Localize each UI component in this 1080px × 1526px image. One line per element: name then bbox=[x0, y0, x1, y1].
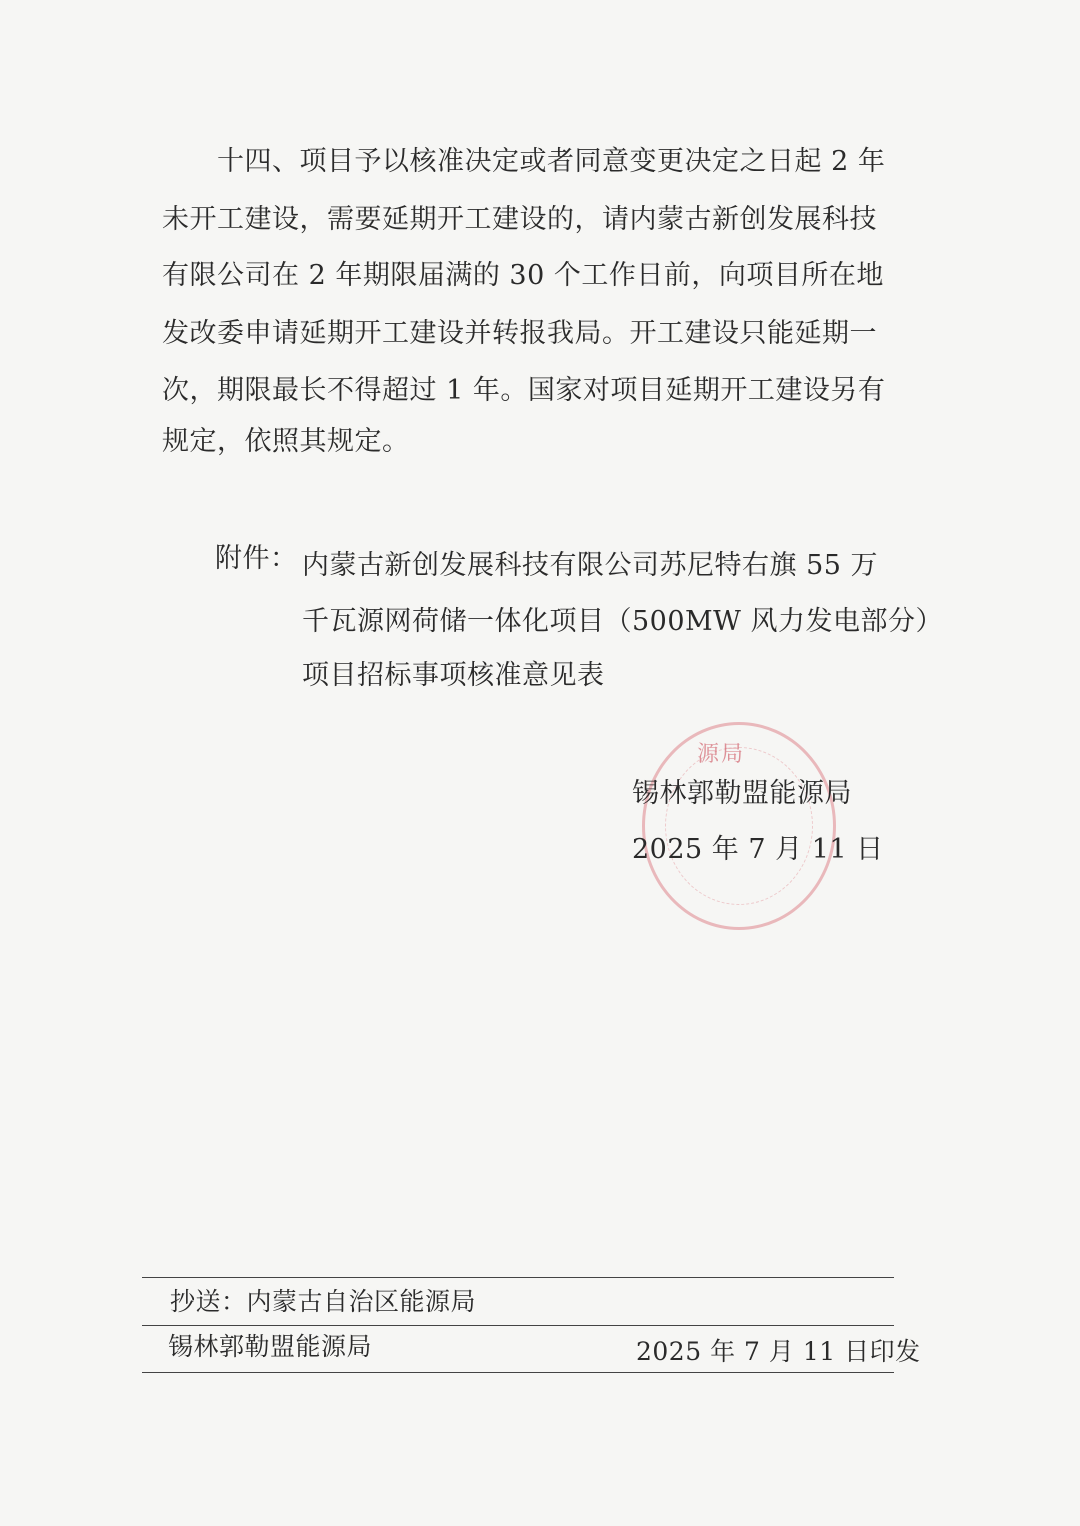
footer-rule-bottom bbox=[142, 1372, 894, 1373]
signer-name: 锡林郭勒盟能源局 bbox=[632, 778, 852, 809]
body-line-2: 未开工建设，需要延期开工建设的，请内蒙古新创发展科技 bbox=[162, 204, 877, 235]
attachment-line-1: 内蒙古新创发展科技有限公司苏尼特右旗 55 万 bbox=[302, 550, 879, 581]
official-seal bbox=[642, 722, 836, 930]
sign-date: 2025 年 7 月 11 日 bbox=[632, 834, 884, 865]
attachment-label: 附件： bbox=[215, 543, 298, 574]
attachment-line-2: 千瓦源网荷储一体化项目（500MW 风力发电部分） bbox=[302, 606, 944, 637]
body-line-6: 规定，依照其规定。 bbox=[162, 426, 410, 457]
footer-issuer: 锡林郭勒盟能源局 bbox=[168, 1332, 373, 1361]
seal-text: 源局 bbox=[697, 742, 746, 767]
cc-line: 抄送：内蒙古自治区能源局 bbox=[170, 1287, 477, 1316]
body-line-1: 十四、项目予以核准决定或者同意变更决定之日起 2 年 bbox=[162, 146, 886, 177]
footer-print-date: 2025 年 7 月 11 日印发 bbox=[636, 1337, 921, 1366]
body-line-5: 次，期限最长不得超过 1 年。国家对项目延期开工建设另有 bbox=[162, 375, 886, 406]
attachment-line-3: 项目招标事项核准意见表 bbox=[302, 660, 605, 691]
seal-inner-ring bbox=[665, 747, 813, 905]
footer-rule-middle bbox=[142, 1325, 894, 1326]
body-line-4: 发改委申请延期开工建设并转报我局。开工建设只能延期一 bbox=[162, 318, 877, 349]
body-line-3: 有限公司在 2 年期限届满的 30 个工作日前，向项目所在地 bbox=[162, 260, 884, 291]
footer-rule-top bbox=[142, 1277, 894, 1278]
